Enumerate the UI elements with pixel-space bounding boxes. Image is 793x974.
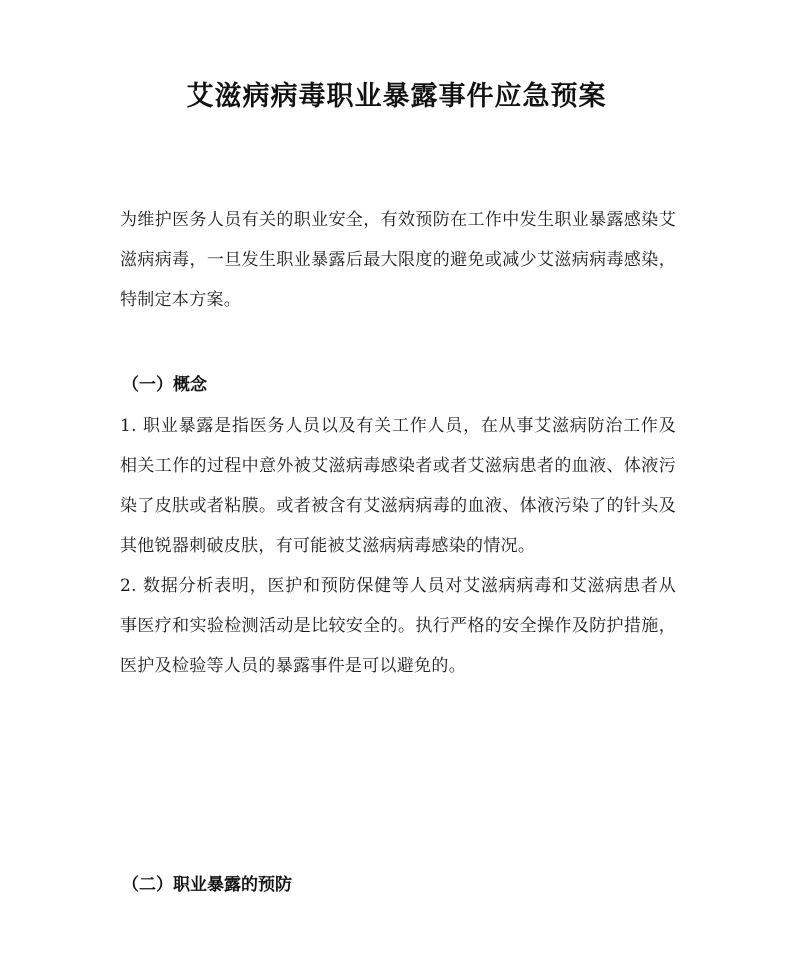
document-title: 艾滋病病毒职业暴露事件应急预案 [186,81,607,112]
section-2-heading: （二）职业暴露的预防 [122,875,292,895]
section-1-heading: （一）概念 [122,375,207,395]
section-1-paragraph-2: 2. 数据分析表明，医护和预防保健等人员对艾滋病病毒和艾滋病患者从事医疗和实验检测活动是比较安全的。执行严格的安全操作及防护措施，医护及检验等人员的暴露事件是可以避免的。 [120,576,676,676]
section-1-paragraph-1: 1. 职业暴露是指医务人员以及有关工作人员，在从事艾滋病防治工作及相关工作的过程中意外被艾滋病毒感染者或者艾滋病患者的血液、体液污染了皮肤或者粘膜。或者被含有艾滋病病毒的血液、体液污染了的针头及其他锐器刺破皮肤，有可能被艾滋病病毒感染的情况。 [120,416,676,556]
intro-paragraph: 为维护医务人员有关的职业安全，有效预防在工作中发生职业暴露感染艾滋病病毒，一旦发生职业暴露后最大限度的避免或减少艾滋病病毒感染，特制定本方案。 [120,210,676,310]
section-1-body [120,406,676,686]
